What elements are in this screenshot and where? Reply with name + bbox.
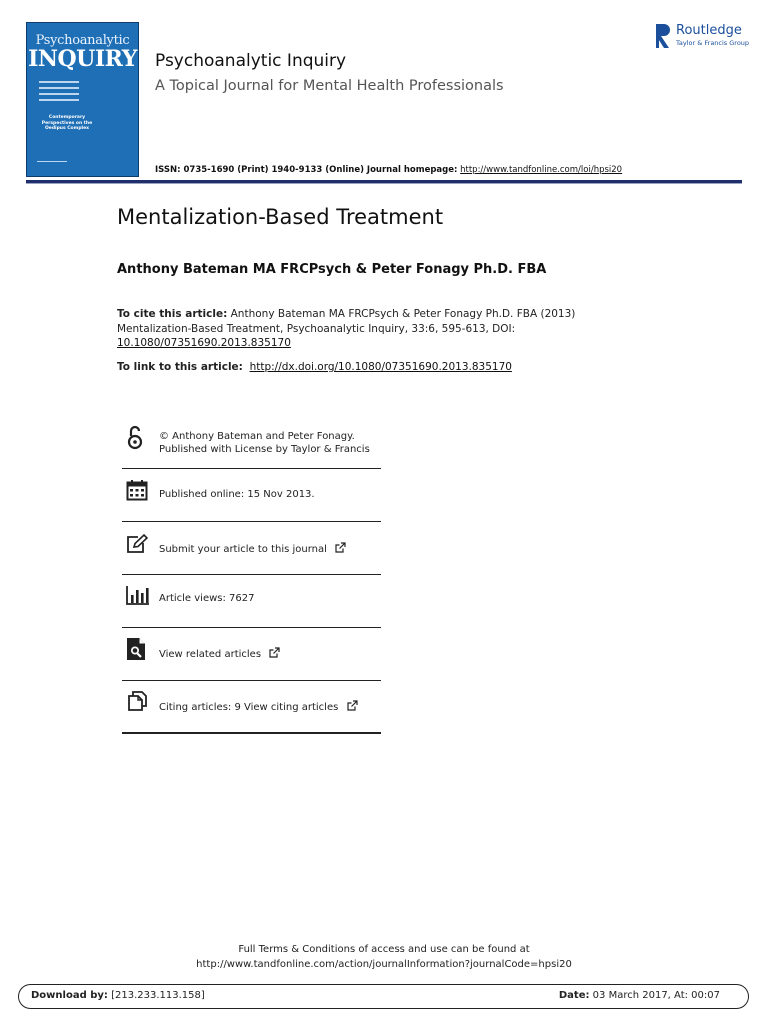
submit-article-link[interactable] xyxy=(159,542,346,557)
download-by-value: [213.233.113.158] xyxy=(111,990,205,1001)
license-text-line2: Published with License by Taylor & Francis xyxy=(159,443,370,455)
terms-url[interactable]: http://www.tandfonline.com/action/journalInformation?journalCode=hpsi20 xyxy=(196,958,572,970)
citation-block xyxy=(117,307,587,351)
article-authors: Anthony Bateman MA FRCPsych & Peter Fonagy Ph.D. FBA xyxy=(117,262,547,277)
article-link-line xyxy=(117,361,512,373)
related-articles-text: View related articles xyxy=(159,649,262,660)
journal-homepage-link[interactable]: http://www.tandfonline.com/loi/hpsi20 xyxy=(460,165,623,175)
list-divider-bottom xyxy=(122,732,381,734)
related-articles-link[interactable] xyxy=(159,647,280,662)
citation-label: To cite this article: xyxy=(117,308,228,320)
citation-doi-link[interactable]: 10.1080/07351690.2013.835170 xyxy=(117,337,291,349)
license-text-line1: © Anthony Bateman and Peter Fonagy. xyxy=(159,431,355,442)
related-articles-item[interactable] xyxy=(122,628,381,680)
terms-line1: Full Terms & Conditions of access and use can be found at xyxy=(238,944,530,955)
citing-articles-link[interactable] xyxy=(159,700,358,715)
download-date xyxy=(559,990,720,1001)
routledge-r-icon xyxy=(654,22,672,50)
citation-text: Anthony Bateman MA FRCPsych & Peter Fonagy Ph.D. FBA (2013) Mentalization-Based Treatment, Psychoanalytic Inquiry, 33:6, 595-613, DOI: xyxy=(117,308,576,335)
article-link-label: To link to this article: xyxy=(117,361,243,373)
cover-decoration xyxy=(39,81,79,105)
submit-article-text: Submit your article to this journal xyxy=(159,544,327,555)
published-online-item xyxy=(122,469,381,521)
publisher-name: Routledge xyxy=(676,23,742,38)
search-document-icon xyxy=(126,637,146,661)
edit-icon xyxy=(126,534,148,554)
cover-title-line2: INQUIRY xyxy=(28,46,137,72)
issn-line xyxy=(155,165,622,175)
cover-theme-text: Contemporary Perspectives on the Oedipus Complex xyxy=(41,115,93,131)
download-date-label: Date: xyxy=(558,990,590,1001)
external-link-icon xyxy=(335,542,346,553)
article-info-list xyxy=(122,416,381,736)
citing-articles-item[interactable] xyxy=(122,681,381,733)
publisher-group: Taylor & Francis Group xyxy=(676,39,750,47)
published-online-text: Published online: 15 Nov 2013. xyxy=(159,489,315,500)
journal-cover-image xyxy=(26,22,139,177)
download-info-bar xyxy=(18,984,749,1009)
journal-subtitle: A Topical Journal for Mental Health Professionals xyxy=(155,78,504,94)
license-item xyxy=(122,416,381,466)
article-doi-url[interactable]: http://dx.doi.org/10.1080/07351690.2013.835170 xyxy=(249,361,512,373)
download-date-value: 03 March 2017, At: 00:07 xyxy=(592,990,720,1001)
article-views-text: Article views: 7627 xyxy=(159,593,255,604)
calendar-icon xyxy=(126,479,148,501)
external-link-icon xyxy=(269,647,280,658)
publisher-logo xyxy=(654,22,750,52)
article-title: Mentalization-Based Treatment xyxy=(117,205,444,229)
open-access-icon xyxy=(126,424,144,452)
issn-text: ISSN: 0735-1690 (Print) 1940-9133 (Online) Journal homepage: xyxy=(155,165,458,175)
citing-articles-icon xyxy=(126,690,150,712)
terms-notice xyxy=(0,943,768,972)
article-views-item xyxy=(122,575,381,627)
citing-articles-text: Citing articles: 9 View citing articles xyxy=(159,702,339,713)
cover-footer-mark xyxy=(37,161,67,170)
submit-article-item[interactable] xyxy=(122,522,381,574)
download-by-label: Download by: xyxy=(31,990,108,1001)
external-link-icon xyxy=(347,700,358,711)
header-divider-thin xyxy=(26,183,742,184)
journal-title: Psychoanalytic Inquiry xyxy=(155,51,347,71)
cover-title-line1: Psychoanalytic xyxy=(35,33,130,48)
download-by xyxy=(31,990,205,1001)
bar-chart-icon xyxy=(126,585,150,605)
